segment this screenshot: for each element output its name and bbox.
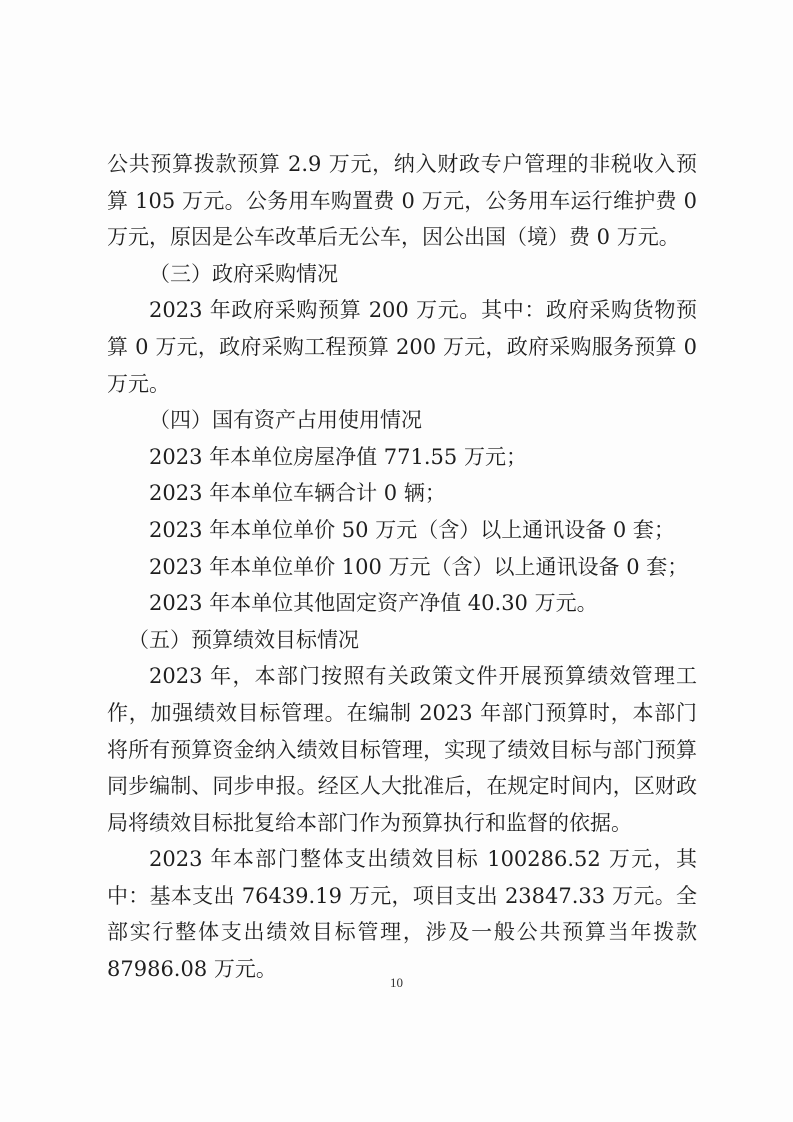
paragraph-equipment-50: 2023 年本单位单价 50 万元（含）以上通讯设备 0 套； xyxy=(149,517,675,542)
section-heading-procurement: （三）政府采购情况 xyxy=(149,261,338,286)
paragraph-equipment-100: 2023 年本单位单价 100 万元（含）以上通讯设备 0 套； xyxy=(149,554,689,579)
section-heading-assets: （四）国有资产占用使用情况 xyxy=(149,408,422,433)
paragraph-other-assets: 2023 年本单位其他固定资产净值 40.30 万元。 xyxy=(149,591,598,616)
paragraph-performance-targets: 2023 年本部门整体支出绩效目标 100286.52 万元，其中：基本支出 76439.19 万元，项目支出 23847.33 万元。全部实行整体支出绩效目标管理，涉及一般公共预算当年拨款 87986.08 万元。 xyxy=(107,847,697,982)
paragraph-performance-management: 2023 年，本部门按照有关政策文件开展预算绩效管理工作，加强绩效目标管理。在编制 2023 年部门预算时，本部门将所有预算资金纳入绩效目标管理，实现了绩效目标与部门预算同步编制、同步申报。经区人大批准后，在规定时间内，区财政局将绩效目标批复给本部门作为预算执行和监督的依据。 xyxy=(107,664,697,835)
page-number: 10 xyxy=(390,975,403,990)
paragraph-procurement: 2023 年政府采购预算 200 万元。其中：政府采购货物预算 0 万元，政府采购工程预算 200 万元，政府采购服务预算 0 万元。 xyxy=(107,298,697,396)
paragraph-vehicles: 2023 年本单位车辆合计 0 辆； xyxy=(149,481,446,506)
document-body xyxy=(107,146,697,988)
paragraph-continuation: 公共预算拨款预算 2.9 万元，纳入财政专户管理的非税收入预算 105 万元。公务用车购置费 0 万元，公务用车运行维护费 0 万元，原因是公车改革后无公车，因公出国（境）费 0 万元。 xyxy=(107,152,697,250)
paragraph-house-value: 2023 年本单位房屋净值 771.55 万元； xyxy=(149,444,527,469)
section-heading-performance: （五）预算绩效目标情况 xyxy=(128,627,359,652)
